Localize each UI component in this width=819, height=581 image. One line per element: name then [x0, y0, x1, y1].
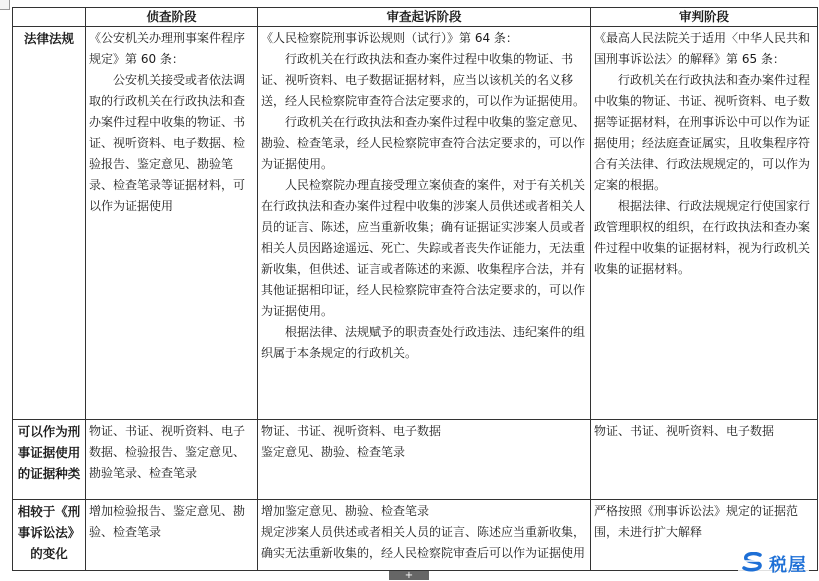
- cell-types-investigation: [86, 420, 258, 500]
- header-trial: 审判阶段: [591, 8, 818, 27]
- cell-laws-prosecution: [258, 27, 591, 420]
- header-row: [13, 8, 818, 27]
- add-sheet-tab[interactable]: +: [389, 571, 429, 580]
- paragraph: 《人民检察院刑事诉讼规则（试行）》第 64 条：: [261, 31, 518, 45]
- paragraph: 物证、书证、视听资料、电子数据: [261, 424, 442, 438]
- row-label-changes: 相较于《刑事诉讼法》的变化: [13, 500, 86, 571]
- paragraph: 严格按照《刑事诉讼法》规定的证据范围，未进行扩大解释: [594, 504, 799, 539]
- paragraph: 根据法律、行政法规规定行使国家行政管理职权的组织，在行政执法和查办案件过程中收集的证据材料，视为行政机关收集的证据材料。: [594, 199, 811, 276]
- row-changes: [13, 500, 818, 571]
- paragraph: 增加检验报告、鉴定意见、勘验、检查笔录: [89, 504, 246, 539]
- row-laws: [13, 27, 818, 420]
- paragraph: 鉴定意见、勘验、检查笔录: [261, 445, 406, 459]
- row-label-evidence-types: 可以作为刑事证据使用的证据种类: [13, 420, 86, 500]
- cell-laws-trial: [591, 27, 818, 420]
- comparison-table: [12, 7, 818, 571]
- s-logo-icon: [740, 552, 766, 576]
- row-evidence-types: [13, 420, 818, 500]
- paragraph: 人民检察院办理直接受理立案侦查的案件，对于有关机关在行政执法和查办案件过程中收集的涉案人员供述或者相关人员的证言、陈述，应当重新收集；确有证据证实涉案人员或者相关人员因路途遥远、死亡、失踪或者丧失作证能力，无法重新收集，但供述、证言或者陈述的来源、收集程序合法，并有其他证据相印证，经人民检察院审查符合法定要求的，可以作为证据使用。: [261, 178, 586, 318]
- cell-types-prosecution: [258, 420, 591, 500]
- paragraph: 规定涉案人员供述或者相关人员的证言、陈述应当重新收集，确实无法重新收集的，经人民检察院审查后可以作为证据使用: [261, 525, 586, 560]
- paragraph: 增加鉴定意见、勘验、检查笔录: [261, 504, 430, 518]
- watermark-text: 税屋: [769, 555, 807, 576]
- header-corner: [13, 8, 86, 27]
- row-label-laws: 法律法规: [13, 27, 86, 420]
- header-prosecution: 审查起诉阶段: [258, 8, 591, 27]
- watermark: [738, 551, 809, 577]
- header-investigation: 侦查阶段: [86, 8, 258, 27]
- cell-changes-prosecution: [258, 500, 591, 571]
- paragraph: 公安机关接受或者依法调取的行政机关在行政执法和查办案件过程中收集的物证、书证、视听资料、电子数据、检验报告、鉴定意见、勘验笔录、检查笔录等证据材料，可以作为证据使用: [89, 73, 246, 213]
- paragraph: 行政机关在行政执法和查办案件过程中收集的鉴定意见、勘验、检查笔录，经人民检察院审查符合法定要求的，可以作为证据使用。: [261, 115, 586, 171]
- cell-laws-investigation: [86, 27, 258, 420]
- paragraph: 行政机关在行政执法和查办案件过程中收集的物证、书证、视听资料、电子数据等证据材料，在刑事诉讼中可以作为证据使用；经法庭查证属实，且收集程序符合有关法律、行政法规规定的，可以作为定案的根据。: [594, 73, 811, 192]
- cell-types-trial: [591, 420, 818, 500]
- paragraph: 《公安机关办理刑事案件程序规定》第 60 条：: [89, 31, 246, 66]
- paragraph: 物证、书证、视听资料、电子数据、检验报告、鉴定意见、勘验笔录、检查笔录: [89, 424, 246, 480]
- comparison-table-container: [12, 7, 818, 571]
- paragraph: 《最高人民法院关于适用〈中华人民共和国刑事诉讼法〉的解释》第 65 条：: [594, 31, 811, 66]
- select-all-corner-icon[interactable]: [0, 0, 10, 10]
- cell-changes-investigation: [86, 500, 258, 571]
- paragraph: 根据法律、法规赋予的职责查处行政违法、违纪案件的组织属于本条规定的行政机关。: [261, 325, 586, 360]
- paragraph: 行政机关在行政执法和查办案件过程中收集的物证、书证、视听资料、电子数据证据材料，应当以该机关的名义移送，经人民检察院审查符合法定要求的，可以作为证据使用。: [261, 52, 586, 108]
- paragraph: 物证、书证、视听资料、电子数据: [594, 424, 775, 438]
